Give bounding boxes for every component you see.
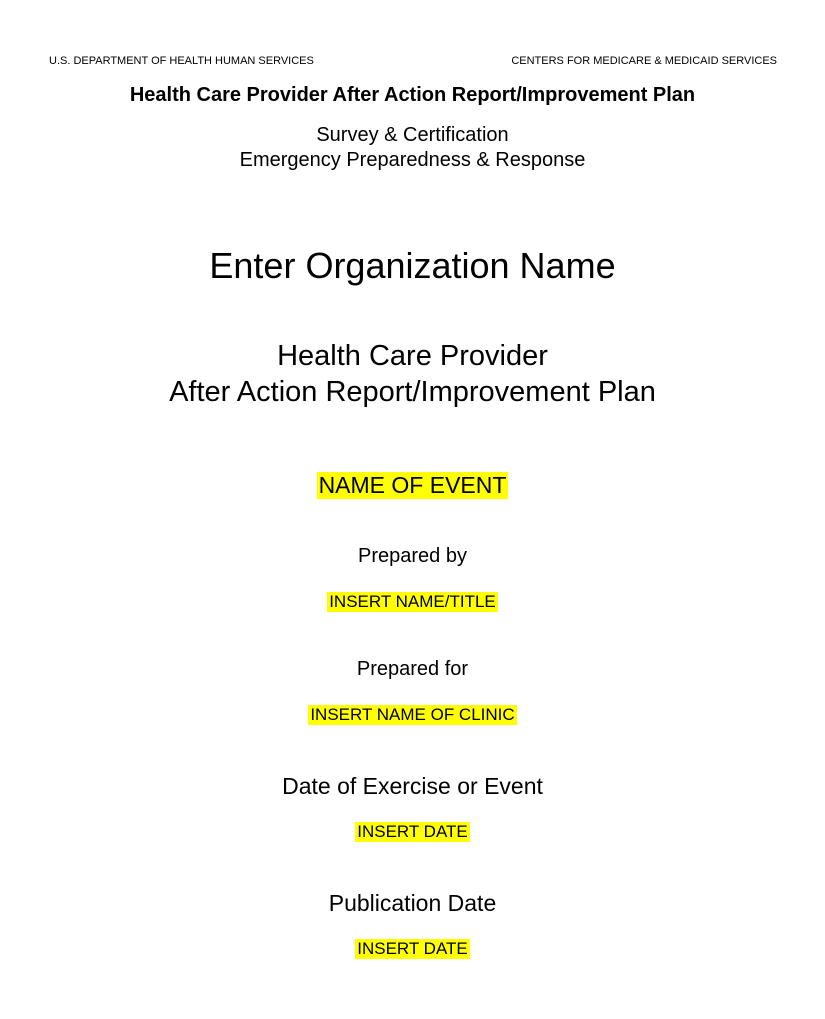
publication-date-field[interactable]: INSERT DATE (357, 939, 468, 958)
prepared-for-label: Prepared for (356, 658, 469, 680)
header-left-agency: U.S. DEPARTMENT OF HEALTH HUMAN SERVICES (49, 55, 314, 67)
publication-date-row (0, 939, 825, 959)
cover-title-line1: Health Care Provider (277, 340, 548, 372)
document-subtitle-line2: Emergency Preparedness & Response (239, 149, 586, 171)
prepared-by-label: Prepared by (358, 545, 467, 567)
event-name-row (0, 472, 825, 499)
exercise-date-label: Date of Exercise or Event (282, 773, 543, 799)
organization-name-field[interactable]: Enter Organization Name (209, 245, 616, 286)
document-title: Health Care Provider After Action Report/Improvement Plan (129, 84, 696, 106)
header-right-agency: CENTERS FOR MEDICARE & MEDICAID SERVICES (511, 55, 777, 67)
exercise-date-row (0, 822, 825, 842)
cover-title-line2: After Action Report/Improvement Plan (169, 376, 656, 408)
prepared-for-row (0, 705, 825, 725)
publication-date-label: Publication Date (328, 890, 497, 916)
prepared-for-field[interactable]: INSERT NAME OF CLINIC (310, 705, 515, 724)
prepared-by-field[interactable]: INSERT NAME/TITLE (329, 592, 496, 611)
prepared-by-row (0, 592, 825, 612)
document-subtitle-line1: Survey & Certification (316, 124, 509, 146)
event-name-field[interactable]: NAME OF EVENT (318, 472, 507, 498)
exercise-date-field[interactable]: INSERT DATE (357, 822, 468, 841)
